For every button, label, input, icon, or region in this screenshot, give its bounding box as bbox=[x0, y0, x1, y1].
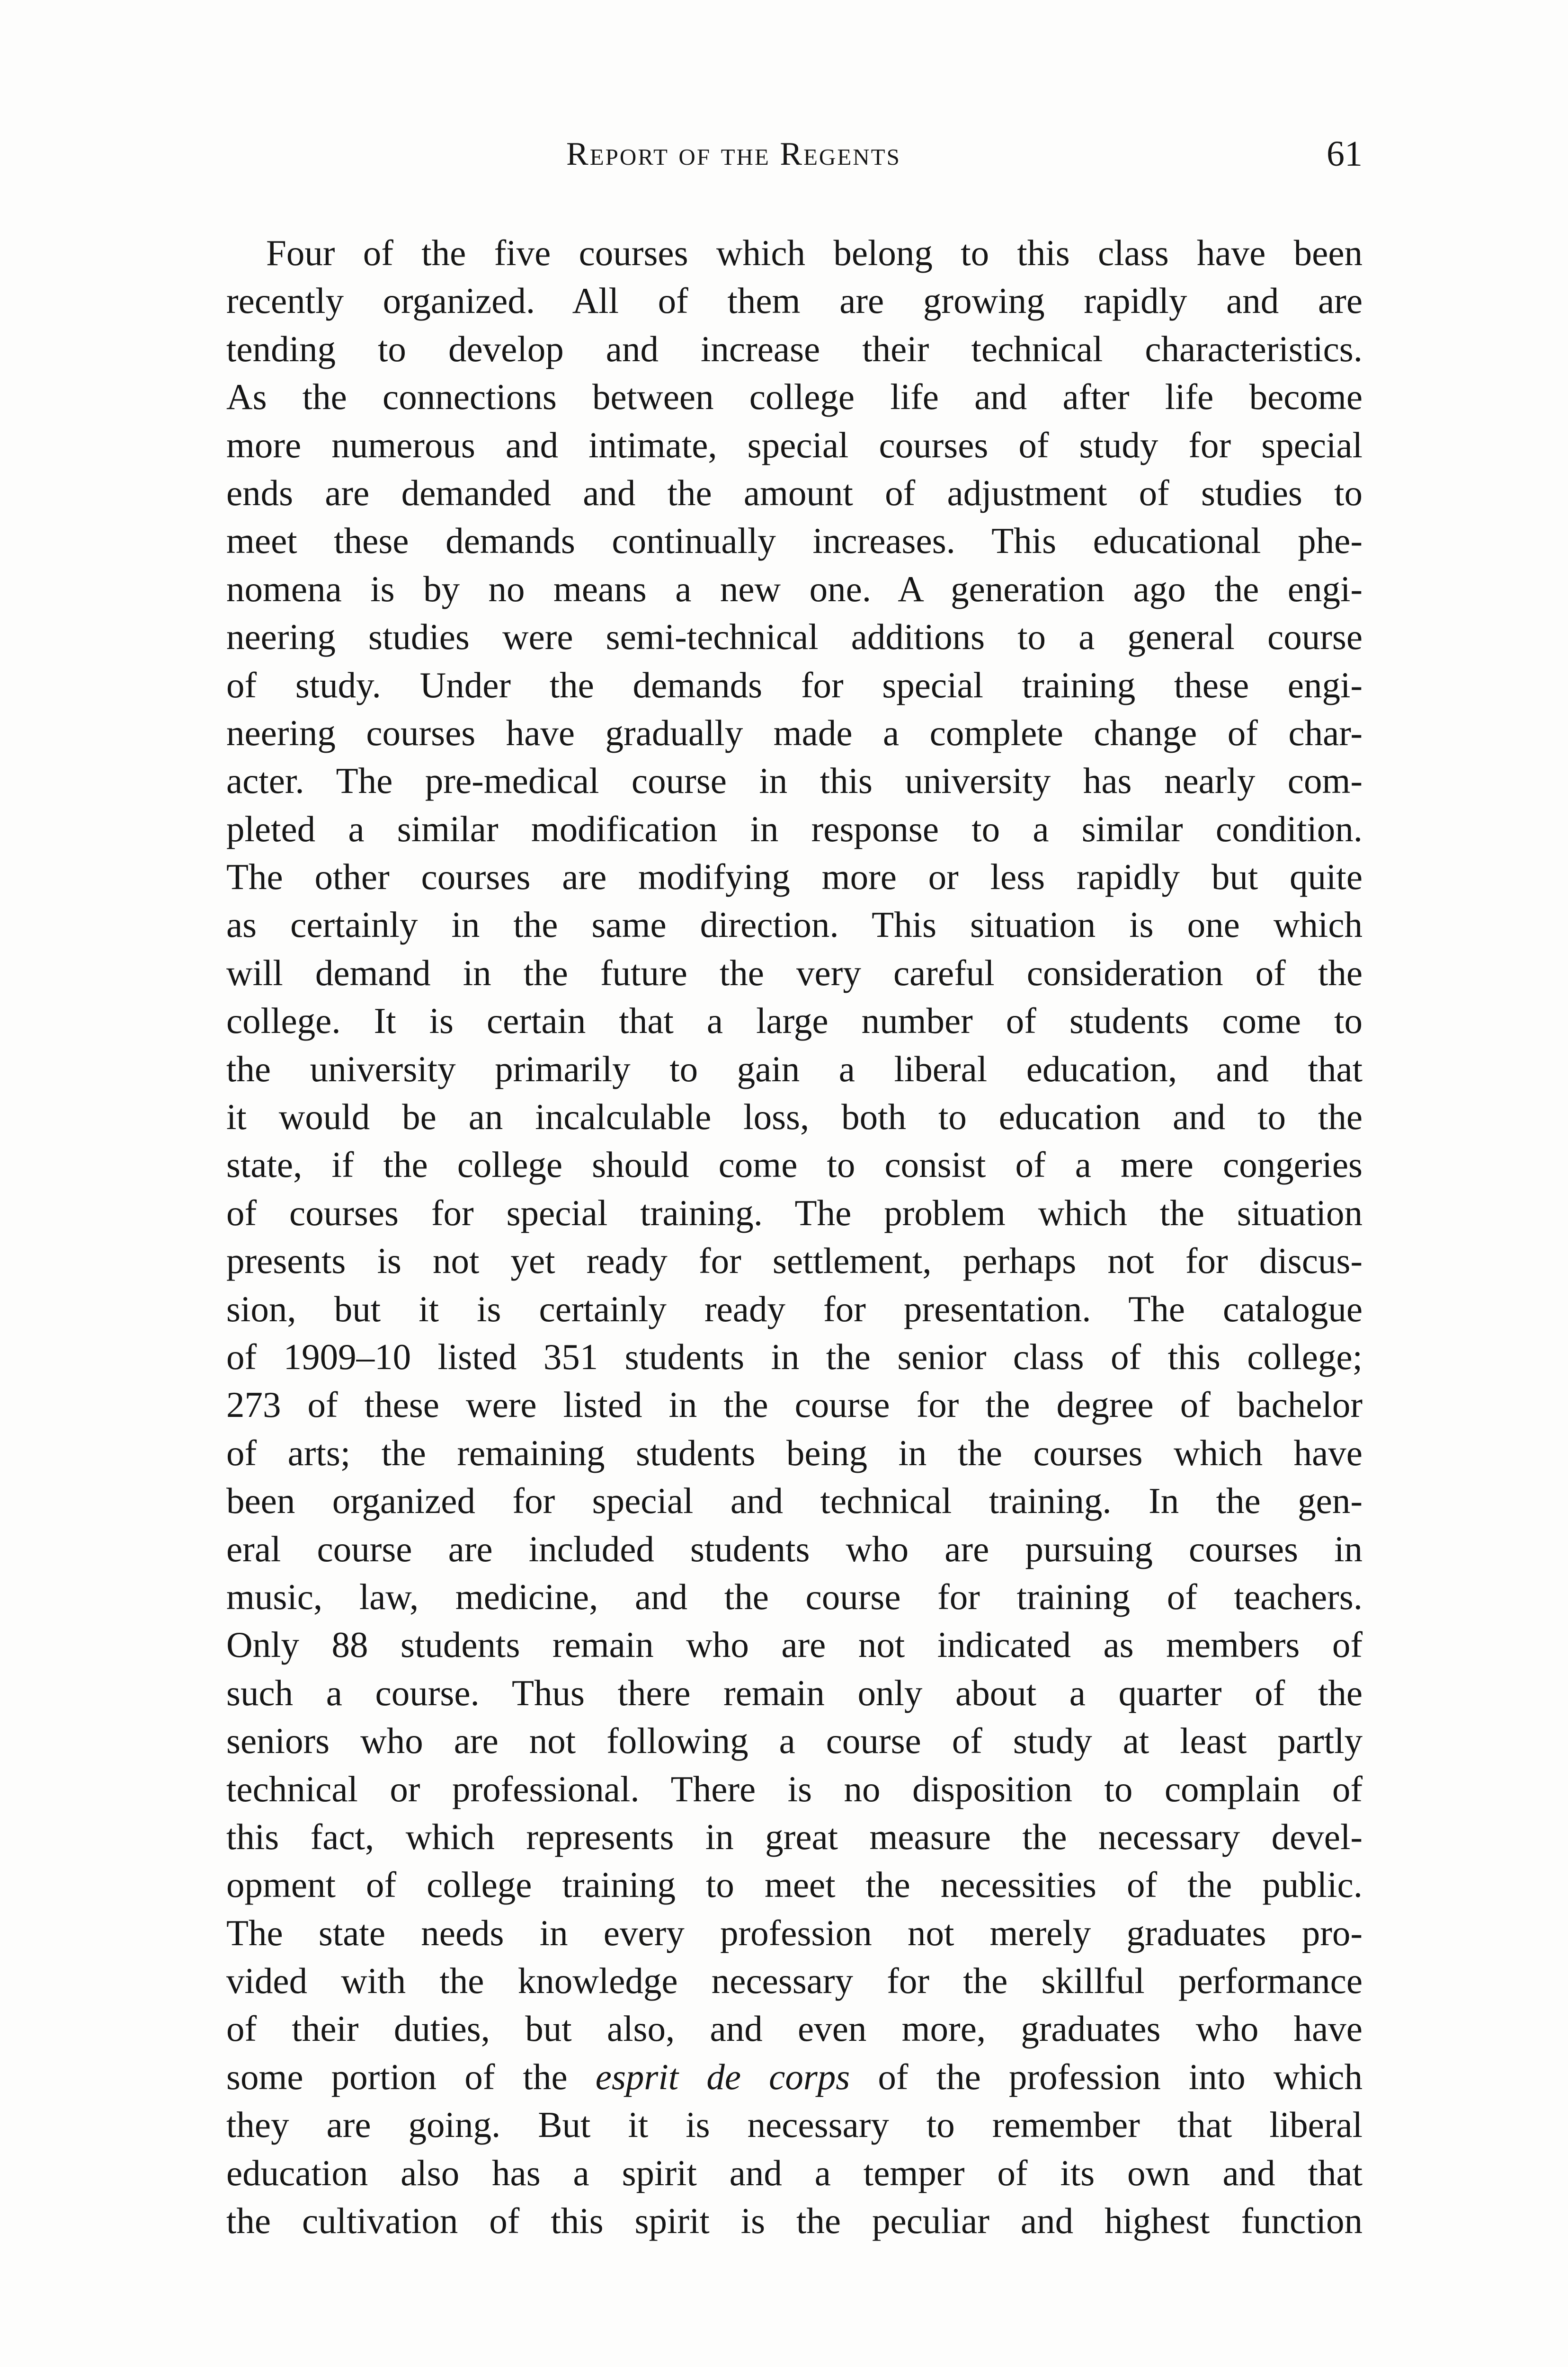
text-line: of 1909–10 listed 351 students in the senior class of this college; bbox=[226, 1336, 1363, 1377]
text-segment: of the profession into which bbox=[850, 2056, 1363, 2097]
text-line: music, law, medicine, and the course for training of teachers. bbox=[226, 1576, 1363, 1617]
text-line: it would be an incalculable loss, both to education and to the bbox=[226, 1096, 1363, 1138]
text-segment: some portion of the bbox=[226, 2056, 596, 2097]
text-line: nomena is by no means a new one. A generation ago the engi- bbox=[226, 568, 1363, 609]
text-line: meet these demands continually increases. This educational phe- bbox=[226, 520, 1363, 561]
text-line: presents is not yet ready for settlement, perhaps not for discus- bbox=[226, 1240, 1363, 1281]
text-line: more numerous and intimate, special courses of study for special bbox=[226, 424, 1363, 465]
text-line: tending to develop and increase their technical characteristics. bbox=[226, 328, 1363, 369]
text-line: college. It is certain that a large number of students come to bbox=[226, 1000, 1363, 1041]
text-line: of courses for special training. The problem which the situation bbox=[226, 1192, 1363, 1233]
text-line: recently organized. All of them are growing rapidly and are bbox=[226, 280, 1363, 321]
text-line: neering studies were semi-technical additions to a general course bbox=[226, 616, 1363, 658]
italic-phrase: esprit de corps bbox=[595, 2056, 850, 2097]
body-text bbox=[226, 229, 1363, 2245]
text-line: acter. The pre-medical course in this university has nearly com- bbox=[226, 760, 1363, 801]
text-line: Four of the five courses which belong to this class have been bbox=[266, 232, 1363, 273]
text-line: of their duties, but also, and even more, graduates who have bbox=[226, 2008, 1363, 2049]
text-line: technical or professional. There is no disposition to complain of bbox=[226, 1768, 1363, 1809]
text-line: will demand in the future the very careful consideration of the bbox=[226, 952, 1363, 993]
text-line: The state needs in every profession not merely graduates pro- bbox=[226, 1912, 1363, 1953]
text-line: seniors who are not following a course of study at least partly bbox=[226, 1720, 1363, 1762]
text-line: the cultivation of this spirit is the peculiar and highest function bbox=[226, 2200, 1363, 2242]
text-line: As the connections between college life and after life become bbox=[226, 376, 1363, 418]
text-line: eral course are included students who are pursuing courses in bbox=[226, 1528, 1363, 1569]
text-line: pleted a similar modification in response to a similar condition. bbox=[226, 808, 1363, 849]
text-line: been organized for special and technical training. In the gen- bbox=[226, 1480, 1363, 1522]
text-line: Only 88 students remain who are not indicated as members of bbox=[226, 1624, 1363, 1665]
text-line: The other courses are modifying more or less rapidly but quite bbox=[226, 856, 1363, 898]
running-head bbox=[226, 133, 1363, 186]
text-line: ends are demanded and the amount of adjustment of studies to bbox=[226, 472, 1363, 513]
text-line: as certainly in the same direction. This situation is one which bbox=[226, 904, 1363, 945]
text-line: vided with the knowledge necessary for the skillful performance bbox=[226, 1960, 1363, 2002]
text-line: of arts; the remaining students being in the courses which have bbox=[226, 1432, 1363, 1473]
page-number: 61 bbox=[1327, 134, 1363, 174]
text-line: this fact, which represents in great measure the necessary devel- bbox=[226, 1816, 1363, 1857]
text-line: 273 of these were listed in the course for the degree of bachelor bbox=[226, 1384, 1363, 1425]
text-line: they are going. But it is necessary to remember that liberal bbox=[226, 2104, 1363, 2145]
text-line: sion, but it is certainly ready for presentation. The catalogue bbox=[226, 1288, 1363, 1329]
text-line: state, if the college should come to consist of a mere congeries bbox=[226, 1144, 1363, 1185]
text-line: education also has a spirit and a temper of its own and that bbox=[226, 2152, 1363, 2193]
text-line: opment of college training to meet the necessities of the public. bbox=[226, 1864, 1363, 1905]
text-line: such a course. Thus there remain only about a quarter of the bbox=[226, 1672, 1363, 1713]
text-line: neering courses have gradually made a complete change of char- bbox=[226, 712, 1363, 753]
text-line: of study. Under the demands for special training these engi- bbox=[226, 664, 1363, 705]
text-line bbox=[226, 2053, 1363, 2101]
text-line: the university primarily to gain a liberal education, and that bbox=[226, 1048, 1363, 1089]
running-title: Report of the Regents bbox=[566, 136, 901, 172]
